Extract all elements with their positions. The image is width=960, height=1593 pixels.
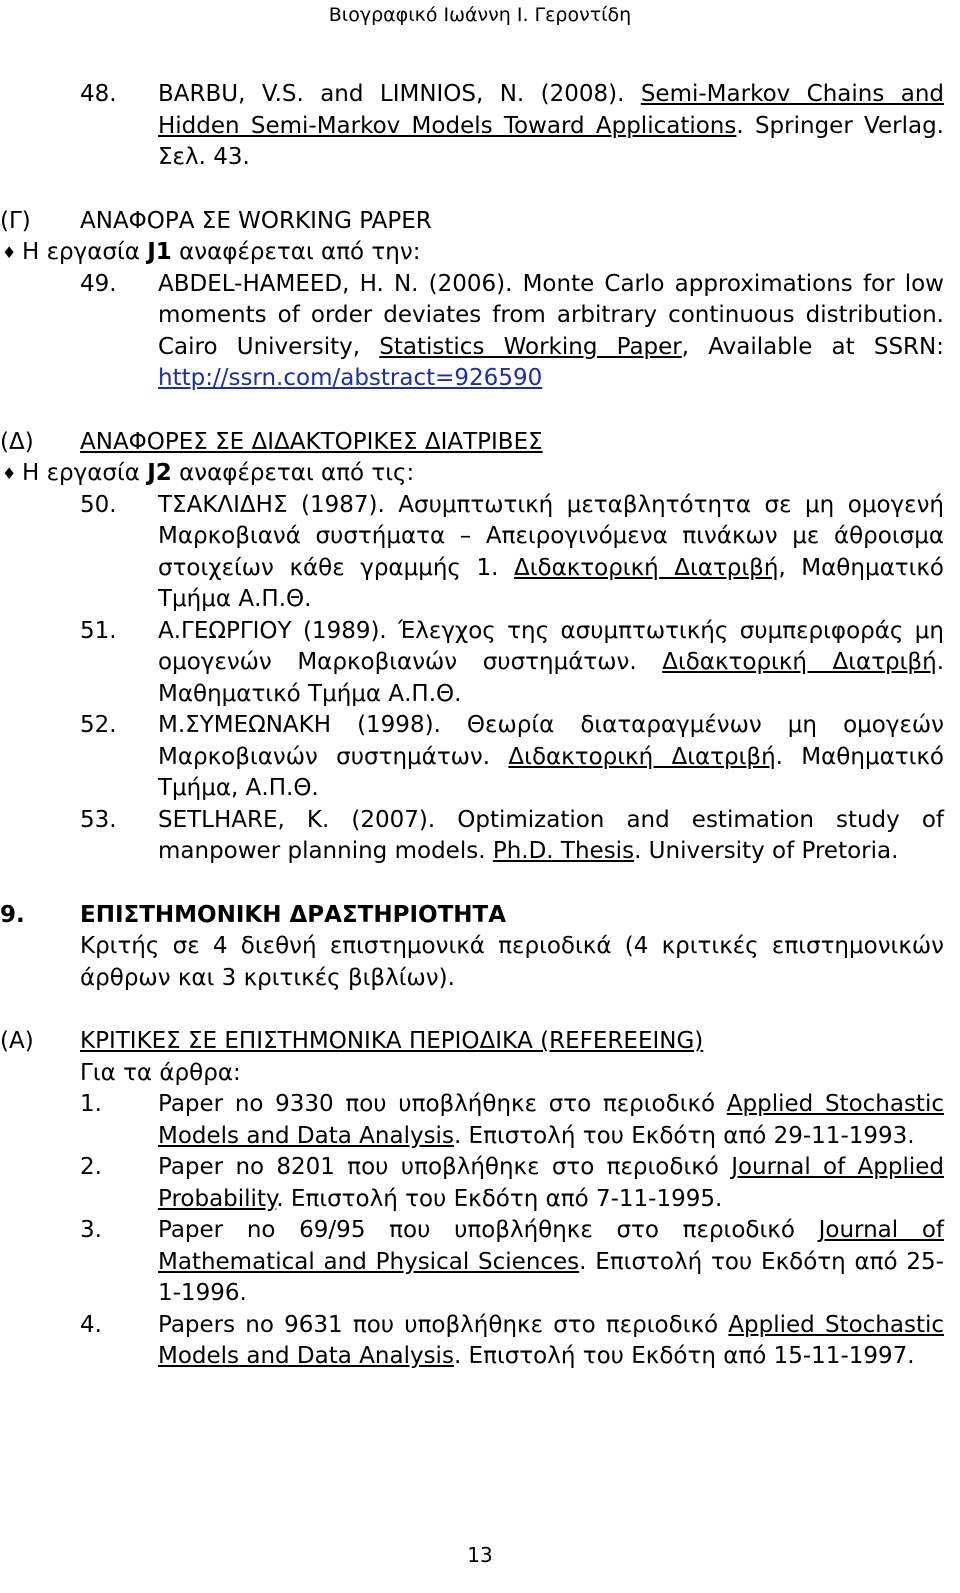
reference-number: 48. xyxy=(80,81,117,107)
working-paper-label: Statistics Working Paper xyxy=(379,333,682,360)
review-4: 4. Papers no 9631 που υποβλήθηκε στο περιοδικό Applied Stochastic Models and Data Analysis. Επιστολή του Εκδότη από 15-11-1997. xyxy=(80,1311,944,1369)
journal-name: Applied Stochastic Models and Data Analysis xyxy=(158,1091,944,1149)
reference-number: 53. xyxy=(80,806,117,833)
section-a-heading xyxy=(0,1026,960,1058)
page-number: 13 xyxy=(467,1543,493,1567)
reference-text: BARBU, V.S. and LIMNIOS, N. (2008). xyxy=(158,81,641,107)
review-number: 1. xyxy=(80,1091,102,1117)
journal-name: Applied Stochastic Models and Data Analysis xyxy=(158,1311,944,1369)
section-title: ΑΝΑΦΟΡΑ ΣΕ WORKING PAPER xyxy=(80,207,432,234)
section-label: (Γ) xyxy=(0,207,31,234)
reference-53: 53. SETLHARE, K. (2007). Optimization and estimation study of manpower planning models. Ph.D. Thesis. University of Pretoria. xyxy=(80,806,944,864)
reference-number: 50. xyxy=(80,491,117,518)
review-number: 4. xyxy=(80,1311,102,1338)
thesis-label: Διδακτορική Διατριβή xyxy=(662,649,937,675)
section-9-heading xyxy=(0,900,960,932)
reference-text: Μ.ΣΥΜΕΩΝΑΚΗ (1998). Θεωρία διαταραγμένων μη ομογεών Μαρκοβιανών συστημάτων. xyxy=(158,712,944,770)
paper-code: J2 xyxy=(147,460,172,486)
reference-51: 51. Α.ΓΕΩΡΓΙΟΥ (1989). Έλεγχος της ασυμπτωτικής συμπεριφοράς μη ομογενών Μαρκοβιανών συστημάτων. Διδακτορική Διατριβή. Μαθηματικό Τμήμα Α.Π.Θ. xyxy=(80,617,944,707)
section-9-text: Κριτής σε 4 διεθνή επιστημονικά περιοδικά (4 κριτικές επιστημονικών άρθρων και 3 κριτικές βιβλίων). xyxy=(80,933,944,991)
section-title: ΕΠΙΣΤΗΜΟΝΙΚΗ ΔΡΑΣΤΗΡΙΟΤΗΤΑ xyxy=(80,901,506,928)
ssrn-link[interactable]: http://ssrn.com/abstract=926590 xyxy=(158,365,543,391)
reference-publisher: . Springer Verlag. Σελ. 43. xyxy=(158,112,944,170)
review-text: Paper no 8201 που υποβλήθηκε στο περιοδικό xyxy=(158,1154,732,1180)
review-text: Papers no 9631 που υποβλήθηκε στο περιοδικό xyxy=(158,1311,729,1338)
thesis-label: Ph.D. Thesis xyxy=(492,838,635,864)
review-number: 2. xyxy=(80,1154,102,1180)
review-2: 2. Paper no 8201 που υποβλήθηκε στο περιοδικό Journal of Applied Probability. Επιστολή του Εκδότη από 7-11-1995. xyxy=(80,1154,944,1212)
review-3: 3. Paper no 69/95 που υποβλήθηκε στο περιοδικό Journal of Mathematical and Physical Sciences. Επιστολή του Εκδότη από 25-1-1996. xyxy=(80,1217,944,1306)
review-number: 3. xyxy=(80,1217,102,1243)
page-header: Βιογραφικό Ιωάννη Ι. Γεροντίδη xyxy=(328,4,632,26)
paper-code: J1 xyxy=(147,239,172,265)
reference-number: 49. xyxy=(80,270,117,297)
reference-text: Α.ΓΕΩΡΓΙΟΥ (1989). Έλεγχος της ασυμπτωτικής συμπεριφοράς μη ομογενών Μαρκοβιανών συστημάτων. xyxy=(158,617,944,675)
journal-name: Journal of Applied Probability xyxy=(158,1154,944,1212)
section-label: (Δ) xyxy=(0,428,34,455)
section-g-heading xyxy=(0,206,960,238)
journal-name: Journal of Mathematical and Physical Sciences xyxy=(158,1217,944,1275)
reference-49: 49. ABDEL-HAMEED, H. N. (2006). Monte Carlo approximations for low moments of order deviates from arbitrary continuous distribution. Cairo University, Statistics Working Paper, Available at SSRN: http://ssrn.com/abstract=926590 xyxy=(80,270,944,391)
page-content xyxy=(0,79,960,1373)
section-label: 9. xyxy=(0,901,25,928)
section-d-heading xyxy=(0,427,960,459)
diamond-bullet-icon: ♦ xyxy=(2,464,17,483)
reference-text: ΤΣΑΚΛΙΔΗΣ (1987). Ασυμπτωτική μεταβλητότητα σε μη ομογενή Μαρκοβιανά συστήματα – Απειρογινόμενα πινάκων με άθροισμα στοιχείων κάθε γραμμής 1. xyxy=(158,491,944,581)
reference-text: SETLHARE, K. (2007). Optimization and estimation study of manpower planning models. xyxy=(158,806,944,864)
review-text: Paper no 69/95 που υποβλήθηκε στο περιοδικό xyxy=(158,1217,819,1243)
diamond-bullet-icon: ♦ xyxy=(2,243,17,262)
bullet-j2: ♦ Η εργασία J2 αναφέρεται από τις: xyxy=(0,458,960,490)
thesis-label: Διδακτορική Διατριβή xyxy=(508,743,776,770)
reference-48 xyxy=(0,79,960,174)
thesis-label: Διδακτορική Διατριβή xyxy=(513,554,779,581)
reference-52: 52. Μ.ΣΥΜΕΩΝΑΚΗ (1998). Θεωρία διαταραγμένων μη ομογεών Μαρκοβιανών συστημάτων. Διδακτορική Διατριβή. Μαθηματικό Τμήμα, Α.Π.Θ. xyxy=(80,712,944,801)
review-1: 1. Paper no 9330 που υποβλήθηκε στο περιοδικό Applied Stochastic Models and Data Analysis. Επιστολή του Εκδότη από 29-11-1993. xyxy=(80,1091,944,1149)
reference-title: Semi-Markov Chains and Hidden Semi-Markov Models Toward Applications xyxy=(158,81,944,139)
section-a-subtitle: Για τα άρθρα: xyxy=(80,1059,241,1086)
review-text: Paper no 9330 που υποβλήθηκε στο περιοδικό xyxy=(158,1091,727,1117)
reference-number: 51. xyxy=(80,617,117,644)
section-label: (Α) xyxy=(0,1028,34,1054)
section-title: ΑΝΑΦΟΡΕΣ ΣΕ ΔΙΔΑΚΤΟΡΙΚΕΣ ΔΙΑΤΡΙΒΕΣ xyxy=(80,428,543,455)
reference-number: 52. xyxy=(80,712,117,738)
reference-text: ABDEL-HAMEED, H. N. (2006). Monte Carlo approximations for low moments of order deviates from arbitrary continuous distribution. Cairo University, xyxy=(158,270,944,360)
bullet-j1: ♦ Η εργασία J1 αναφέρεται από την: xyxy=(0,237,960,269)
reference-50: 50. ΤΣΑΚΛΙΔΗΣ (1987). Ασυμπτωτική μεταβλητότητα σε μη ομογενή Μαρκοβιανά συστήματα – Απειρογινόμενα πινάκων με άθροισμα στοιχείων κάθε γραμμής 1. Διδακτορική Διατριβή, Μαθηματικό Τμήμα Α.Π.Θ. xyxy=(80,491,945,612)
section-title: ΚΡΙΤΙΚΕΣ ΣΕ ΕΠΙΣΤΗΜΟΝΙΚΑ ΠΕΡΙΟΔΙΚΑ (REFEREEING) xyxy=(80,1028,704,1054)
